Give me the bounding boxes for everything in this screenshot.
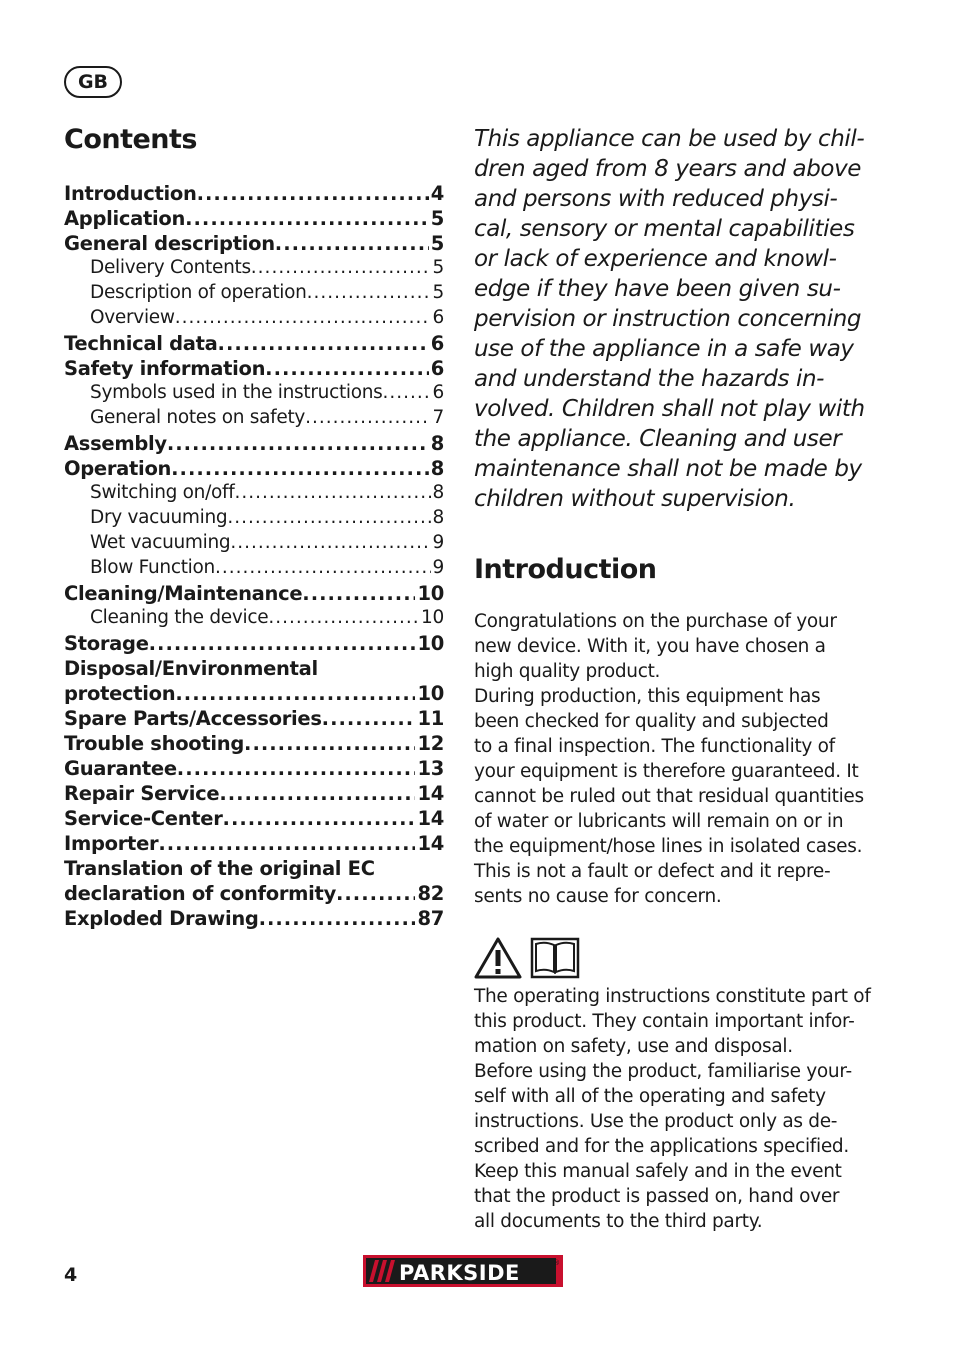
text-line: the equipment/hose lines in isolated cases. xyxy=(474,836,863,857)
text-line: your equipment is therefore guaranteed. It xyxy=(474,761,859,782)
toc-entry xyxy=(64,532,444,557)
svg-text:PARKSIDE: PARKSIDE xyxy=(399,1261,520,1285)
toc-leader-dots xyxy=(175,682,415,705)
toc-leader-dots xyxy=(175,307,431,328)
toc-entry-page: 87 xyxy=(417,907,444,930)
toc-entry-page: 6 xyxy=(432,382,444,403)
toc-entry-label: Exploded Drawing xyxy=(64,907,259,930)
toc-entry xyxy=(64,282,444,307)
text-line: Congratulations on the purchase of your xyxy=(474,611,837,632)
toc-entry xyxy=(64,582,444,607)
toc-leader-dots xyxy=(275,232,429,255)
toc-entry-page: 14 xyxy=(417,832,444,855)
toc-entry-page: 9 xyxy=(432,557,444,578)
toc-leader-dots xyxy=(251,257,431,278)
toc-leader-dots xyxy=(177,757,416,780)
toc-entry-label: Disposal/Environmental xyxy=(64,657,318,680)
toc-entry-label: Introduction xyxy=(64,182,197,205)
toc-entry-page: 5 xyxy=(430,232,444,255)
toc-entry-label: Importer xyxy=(64,832,159,855)
toc-leader-dots xyxy=(234,482,430,503)
toc-entry-label: declaration of conformity xyxy=(64,882,336,905)
toc-entry xyxy=(64,207,444,232)
text-line: dren aged from 8 years and above xyxy=(474,156,862,182)
introduction-title: Introduction xyxy=(474,554,657,585)
text-line: Keep this manual safely and in the event xyxy=(474,1161,842,1182)
toc-entry-label: Storage xyxy=(64,632,149,655)
text-line: and persons with reduced physi- xyxy=(474,186,838,212)
text-line: high quality product. xyxy=(474,661,661,682)
toc-entry-label: Wet vacuuming xyxy=(90,532,231,553)
toc-entry-label: Overview xyxy=(90,307,175,328)
toc-entry-label: Blow Function xyxy=(90,557,215,578)
warning-triangle-icon xyxy=(474,936,522,980)
toc-entry xyxy=(64,682,444,707)
toc-entry xyxy=(64,882,444,907)
toc-entry-label: Cleaning/Maintenance xyxy=(64,582,303,605)
toc-leader-dots xyxy=(215,557,431,578)
toc-entry xyxy=(64,832,444,857)
text-line: the appliance. Cleaning and user xyxy=(474,426,842,452)
toc-entry xyxy=(64,507,444,532)
toc-leader-dots xyxy=(265,357,429,380)
toc-entry xyxy=(64,307,444,332)
toc-entry-label: Technical data xyxy=(64,332,218,355)
toc-leader-dots xyxy=(305,407,430,428)
toc-entry-page: 8 xyxy=(430,457,444,480)
page-number: 4 xyxy=(64,1264,78,1286)
text-line: mation on safety, use and disposal. xyxy=(474,1036,793,1057)
toc-leader-dots xyxy=(227,507,430,528)
toc-entry-page: 14 xyxy=(417,807,444,830)
toc-entry-page: 8 xyxy=(432,482,444,503)
text-line: that the product is passed on, hand over xyxy=(474,1186,840,1207)
toc-entry xyxy=(64,657,444,682)
text-line: of water or lubricants will remain on or in xyxy=(474,811,844,832)
language-badge: GB xyxy=(64,66,122,98)
toc-entry xyxy=(64,357,444,382)
right-column xyxy=(474,124,874,1232)
text-line: new device. With it, you have chosen a xyxy=(474,636,826,657)
toc-entry xyxy=(64,332,444,357)
toc-entry xyxy=(64,607,444,632)
text-line: During production, this equipment has xyxy=(474,686,821,707)
toc-entry-label: Cleaning the device xyxy=(90,607,269,628)
toc-entry-label: Trouble shooting xyxy=(64,732,245,755)
instruction-icons xyxy=(474,936,580,980)
toc-leader-dots xyxy=(302,582,415,605)
parkside-logo xyxy=(363,1255,563,1287)
toc-entry-label: Switching on/off xyxy=(90,482,235,503)
toc-entry xyxy=(64,432,444,457)
toc-leader-dots xyxy=(219,782,415,805)
toc-leader-dots xyxy=(244,732,415,755)
toc-leader-dots xyxy=(230,532,430,553)
text-line: edge if they have been given su- xyxy=(474,276,841,302)
toc-entry-label: Service-Center xyxy=(64,807,223,830)
text-line: instructions. Use the product only as de- xyxy=(474,1111,838,1132)
toc-entry-page: 12 xyxy=(417,732,444,755)
toc-entry-page: 14 xyxy=(417,782,444,805)
toc-entry-page: 11 xyxy=(417,707,444,730)
toc-leader-dots xyxy=(307,282,431,303)
toc-leader-dots xyxy=(259,907,416,930)
toc-entry-page: 13 xyxy=(417,757,444,780)
toc-entry-label: protection xyxy=(64,682,176,705)
toc-entry-page: 5 xyxy=(432,257,444,278)
introduction-paragraph-1 xyxy=(474,609,864,909)
toc-entry xyxy=(64,557,444,582)
toc-entry xyxy=(64,857,444,882)
toc-leader-dots xyxy=(268,607,419,628)
text-line: cal, sensory or mental capabilities xyxy=(474,216,855,242)
text-line: use of the appliance in a safe way xyxy=(474,336,854,362)
toc-entry-page: 10 xyxy=(417,632,444,655)
toc-entry-page: 10 xyxy=(421,607,444,628)
toc-entry-label: Description of operation xyxy=(90,282,307,303)
toc-entry xyxy=(64,707,444,732)
toc-entry xyxy=(64,482,444,507)
toc-entry-label: Symbols used in the instructions xyxy=(90,382,383,403)
toc-leader-dots xyxy=(171,457,429,480)
toc-entry xyxy=(64,407,444,432)
toc-entry xyxy=(64,382,444,407)
text-line: Before using the product, familiarise your- xyxy=(474,1061,852,1082)
toc-leader-dots xyxy=(322,707,416,730)
toc-entry-page: 8 xyxy=(430,432,444,455)
toc-leader-dots xyxy=(336,882,415,905)
toc-entry xyxy=(64,807,444,832)
toc-leader-dots xyxy=(383,382,431,403)
toc-entry-label: Dry vacuuming xyxy=(90,507,228,528)
toc-entry-page: 8 xyxy=(432,507,444,528)
text-line: volved. Children shall not play with xyxy=(474,396,865,422)
text-line: maintenance shall not be made by xyxy=(474,456,862,482)
toc-entry-page: 9 xyxy=(432,532,444,553)
text-line: children without supervision. xyxy=(474,486,796,512)
safety-warning-italic xyxy=(474,124,874,514)
toc-entry-label: Repair Service xyxy=(64,782,220,805)
toc-leader-dots xyxy=(185,207,429,230)
toc-entry-page: 6 xyxy=(432,307,444,328)
text-line: pervision or instruction concerning xyxy=(474,306,862,332)
toc-entry-page: 7 xyxy=(432,407,444,428)
toc-entry-label: General description xyxy=(64,232,275,255)
toc-entry-page: 4 xyxy=(430,182,444,205)
text-line: been checked for quality and subjected xyxy=(474,711,829,732)
text-line: sents no cause for concern. xyxy=(474,886,722,907)
text-line: This appliance can be used by chil- xyxy=(474,126,865,152)
toc-entry-page: 82 xyxy=(417,882,444,905)
svg-text:®: ® xyxy=(553,1259,560,1267)
text-line: this product. They contain important infor- xyxy=(474,1011,855,1032)
text-line: cannot be ruled out that residual quantities xyxy=(474,786,864,807)
toc-entry-label: Operation xyxy=(64,457,172,480)
toc-leader-dots xyxy=(197,182,429,205)
text-line: self with all of the operating and safety xyxy=(474,1086,826,1107)
toc-leader-dots xyxy=(223,807,416,830)
toc-entry xyxy=(64,232,444,257)
toc-entry xyxy=(64,632,444,657)
toc-entry-page: 10 xyxy=(417,582,444,605)
toc-entry-page: 10 xyxy=(417,682,444,705)
toc-leader-dots xyxy=(149,632,416,655)
toc-leader-dots xyxy=(218,332,429,355)
introduction-paragraph-2 xyxy=(474,984,871,1234)
toc-leader-dots xyxy=(167,432,429,455)
text-line: The operating instructions constitute part of xyxy=(474,986,871,1007)
toc-entry-page: 5 xyxy=(432,282,444,303)
toc-entry-page: 5 xyxy=(430,207,444,230)
text-line: scribed and for the applications specified. xyxy=(474,1136,849,1157)
manual-book-icon xyxy=(530,936,580,980)
toc-entry-label: Assembly xyxy=(64,432,167,455)
text-line: and understand the hazards in- xyxy=(474,366,825,392)
toc-entry-page: 6 xyxy=(430,357,444,380)
toc-entry xyxy=(64,782,444,807)
toc-entry-label: Spare Parts/Accessories xyxy=(64,707,322,730)
table-of-contents xyxy=(64,182,444,932)
toc-entry-label: General notes on safety xyxy=(90,407,306,428)
text-line: or lack of experience and knowl- xyxy=(474,246,837,272)
toc-entry xyxy=(64,457,444,482)
toc-entry-label: Guarantee xyxy=(64,757,177,780)
text-line: all documents to the third party. xyxy=(474,1211,763,1232)
toc-entry xyxy=(64,757,444,782)
contents-title: Contents xyxy=(64,124,198,155)
toc-entry-label: Safety information xyxy=(64,357,266,380)
text-line: to a final inspection. The functionality of xyxy=(474,736,835,757)
text-line: This is not a fault or defect and it repre- xyxy=(474,861,831,882)
toc-entry xyxy=(64,907,444,932)
toc-entry xyxy=(64,182,444,207)
toc-leader-dots xyxy=(158,832,415,855)
toc-entry xyxy=(64,732,444,757)
toc-entry-page: 6 xyxy=(430,332,444,355)
toc-entry-label: Translation of the original EC xyxy=(64,857,375,880)
toc-entry-label: Delivery Contents xyxy=(90,257,251,278)
toc-entry xyxy=(64,257,444,282)
toc-entry-label: Application xyxy=(64,207,186,230)
